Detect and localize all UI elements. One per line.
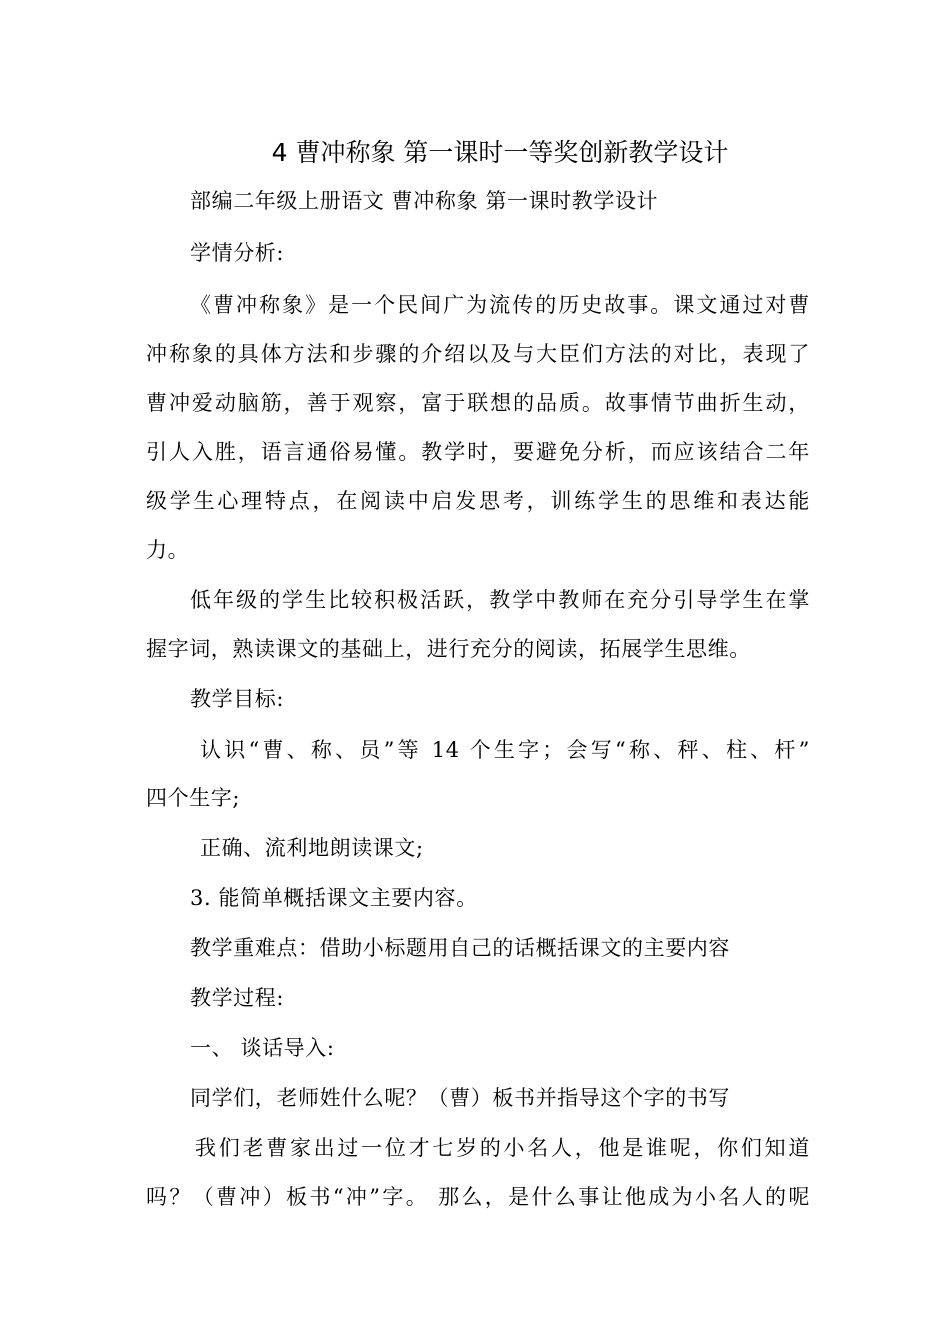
goal-line: 四个生字; xyxy=(146,786,241,810)
document-subtitle: 部编二年级上册语文 曹冲称象 第一课时教学设计 xyxy=(190,189,659,213)
goal-line: 认识“曹、称、员”等 14 个生字；会写“称、秤、柱、杆” xyxy=(200,738,810,762)
paragraph-line: 同学们，老师姓什么呢？（曹）板书并指导这个字的书写 xyxy=(190,1086,730,1110)
paragraph-line: 我们老曹家出过一位才七岁的小名人，他是谁呢，你们知道 xyxy=(195,1136,810,1160)
goal-line: 正确、流利地朗读课文; xyxy=(200,836,424,860)
step-heading: 一、 谈话导入: xyxy=(190,1036,335,1060)
paragraph-line: 力。 xyxy=(146,538,190,562)
document-title: 4 曹冲称象 第一课时一等奖创新教学设计 xyxy=(271,138,729,167)
paragraph-line: 低年级的学生比较积极活跃，教学中教师在充分引导学生在掌 xyxy=(190,588,810,612)
analysis-heading: 学情分析: xyxy=(190,241,285,265)
paragraph-line: 级学生心理特点，在阅读中启发思考，训练学生的思维和表达能 xyxy=(146,489,810,513)
process-heading: 教学过程: xyxy=(190,986,285,1010)
paragraph-line: 冲称象的具体方法和步骤的介绍以及与大臣们方法的对比，表现了 xyxy=(146,342,810,366)
goals-heading: 教学目标: xyxy=(190,687,285,711)
key-points: 教学重难点：借助小标题用自己的话概括课文的主要内容 xyxy=(190,936,730,960)
paragraph-line: 《曹冲称象》是一个民间广为流传的历史故事。课文通过对曹 xyxy=(190,293,810,317)
paragraph-line: 曹冲爱动脑筋，善于观察，富于联想的品质。故事情节曲折生动， xyxy=(146,391,810,415)
goal-line: 3. 能简单概括课文主要内容。 xyxy=(190,886,478,910)
paragraph-line: 握字词，熟读课文的基础上，进行充分的阅读，拓展学生思维。 xyxy=(146,637,751,661)
paragraph-line: 吗？（曹冲）板书“冲”字。 那么，是什么事让他成为小名人的呢 xyxy=(146,1185,810,1209)
paragraph-line: 引人入胜，语言通俗易懂。教学时，要避免分析，而应该结合二年 xyxy=(146,440,810,464)
